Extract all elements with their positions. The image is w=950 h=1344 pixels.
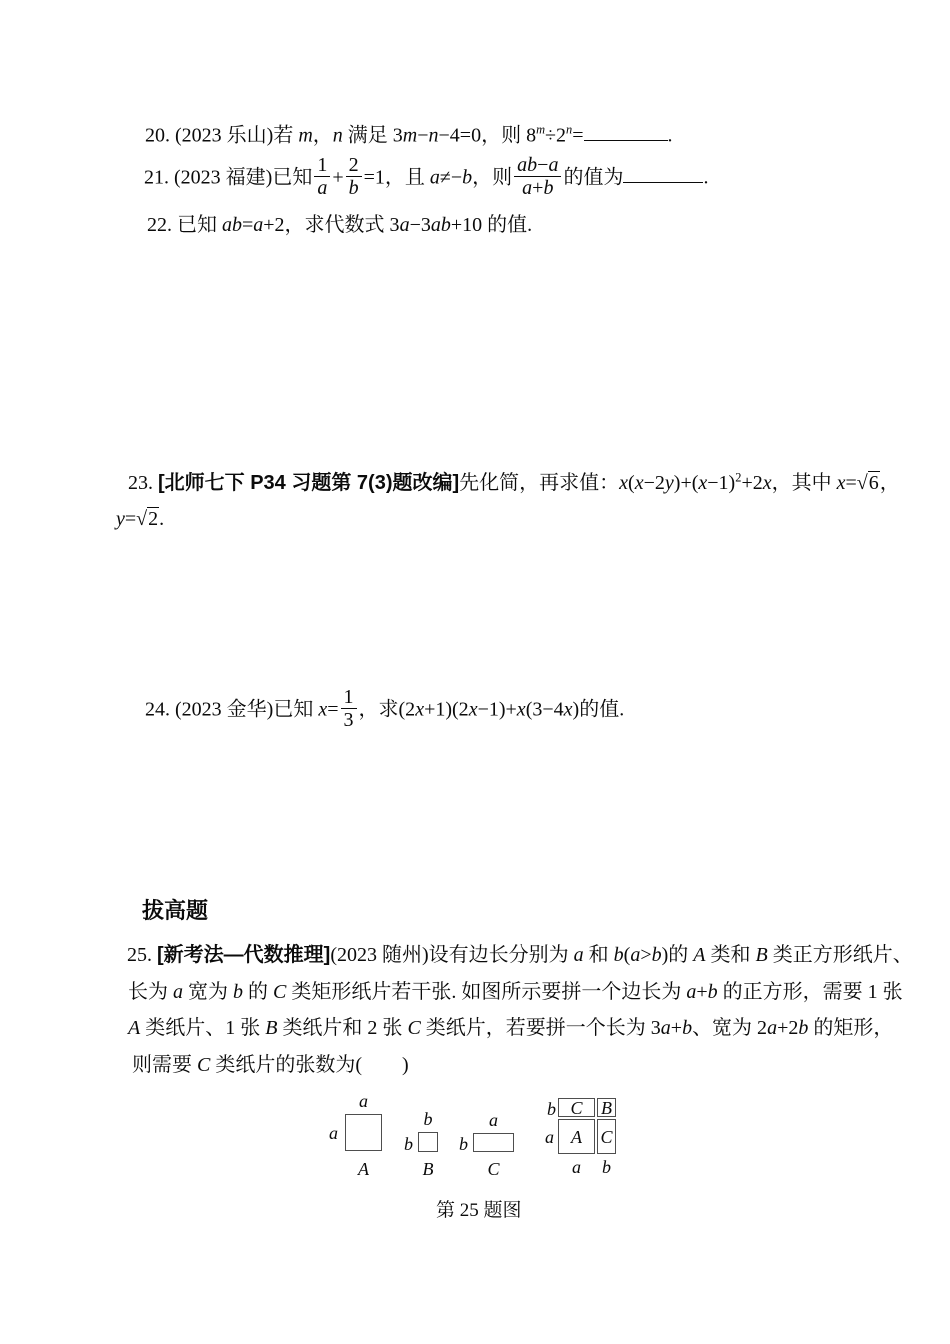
- label-C-name: C: [487, 1159, 500, 1179]
- composite-cell-C-right: C: [597, 1119, 616, 1154]
- composite-label-left-top: b: [547, 1099, 556, 1119]
- label-B-side: b: [404, 1134, 413, 1154]
- figure-caption: 第 25 题图: [436, 1200, 522, 1221]
- problem-23-line-1: 23. [北师七下 P34 习题第 7(3)题改编]先化简，再求值：$x(x-2y)+(x-1)^2+2x$，其中 x=√6，: [128, 470, 900, 494]
- label-A-name: A: [358, 1159, 369, 1179]
- composite-label-bottom-right: b: [602, 1157, 611, 1177]
- label-B-name: B: [422, 1159, 434, 1179]
- rect-C: [473, 1133, 514, 1152]
- square-A: [345, 1114, 382, 1151]
- problem-25-line-1: 25. [新考法—代数推理](2023 随州)设有边长分别为 a 和 b(a>b)的 A 类和 B 类正方形纸片、: [127, 944, 913, 966]
- section-heading: 拔高题: [142, 898, 209, 923]
- problem-25-line-2: 长为 a 宽为 b 的 C 类矩形纸片若干张. 如图所示要拼一个边长为 a+b 的正方形，需要 1 张: [128, 981, 903, 1003]
- label-C-side: b: [459, 1134, 468, 1154]
- problem-25-line-4: 则需要 C 类纸片的张数为( ): [132, 1054, 409, 1076]
- composite-cell-B: B: [597, 1098, 616, 1117]
- label-B-top: b: [423, 1109, 433, 1129]
- composite-cell-A: A: [558, 1119, 595, 1154]
- composite-label-bottom-left: a: [572, 1157, 581, 1177]
- label-C-top: a: [489, 1110, 498, 1130]
- problem-24: 24. (2023 金华)已知 x= $\frac{1}{3}$ ，求(2x+1)(2x−1)+x(3−4x)的值.: [145, 686, 625, 732]
- problem-22: 22. 已知 ab=a+2，求代数式 3a−3ab+10 的值.: [147, 214, 533, 236]
- composite-cell-C-top: C: [558, 1098, 595, 1117]
- problem-21: 21. (2023 福建)已知 $\frac{1}{a}$ + $\frac{2}{b}$ =1，且 a≠−b，则 $\frac{ab-a}{a+b}$ 的值为 .: [144, 154, 709, 200]
- problem-20: 20. (2023 乐山)若 m，n 满足 3m−n−4=0，则 $8^m\div 2^n=$ .: [145, 120, 673, 148]
- problem-23-line-2: y=√2.: [116, 508, 165, 530]
- label-A-side: a: [329, 1123, 338, 1143]
- composite-label-left-bottom: a: [545, 1127, 554, 1147]
- label-A-top: a: [359, 1091, 368, 1111]
- square-B: [418, 1132, 438, 1152]
- problem-25-line-3: A 类纸片、1 张 B 类纸片和 2 张 C 类纸片，若要拼一个长为 3a+b、宽为 2a+2b 的矩形，: [128, 1017, 894, 1039]
